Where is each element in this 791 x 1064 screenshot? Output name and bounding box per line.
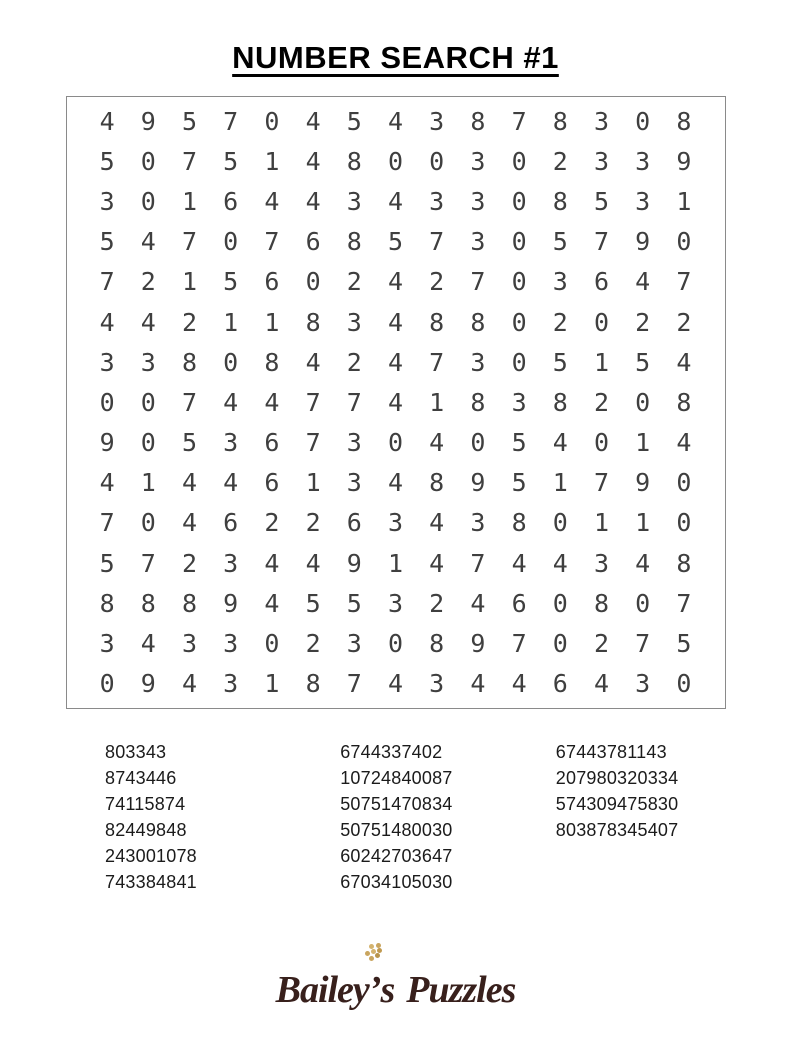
grid-cell-r10c6: 1 bbox=[305, 468, 321, 498]
target-number: 803343 bbox=[105, 742, 167, 762]
grid-cell-r3c8: 4 bbox=[387, 186, 404, 216]
grid-cell-r15c11: 4 bbox=[511, 669, 527, 699]
grid-cell-r7c15: 4 bbox=[676, 347, 692, 377]
sparkle-icon bbox=[369, 956, 374, 961]
grid-cell-r13c12: 0 bbox=[552, 588, 568, 618]
grid-cell-r15c6: 8 bbox=[305, 669, 321, 699]
grid-cell-r14c6: 2 bbox=[305, 629, 321, 659]
grid-cell-r14c10: 9 bbox=[470, 629, 486, 659]
grid-cell-r5c14: 4 bbox=[635, 267, 651, 297]
grid-cell-r11c8: 3 bbox=[387, 508, 404, 538]
target-number: 8743446 bbox=[105, 768, 177, 788]
grid-cell-r15c1: 0 bbox=[99, 669, 115, 699]
puzzle-page bbox=[0, 40, 791, 1011]
grid-cell-r5c4: 5 bbox=[223, 267, 239, 297]
grid-cell-r4c3: 7 bbox=[181, 227, 198, 257]
grid-cell-r4c6: 6 bbox=[305, 227, 321, 257]
grid-cell-r11c1: 7 bbox=[99, 508, 115, 538]
target-number: 574309475830 bbox=[555, 794, 679, 814]
grid-cell-r1c8: 4 bbox=[387, 106, 404, 136]
grid-cell-r11c6: 2 bbox=[305, 508, 321, 538]
grid-cell-r6c14: 2 bbox=[635, 307, 651, 337]
grid-cell-r6c12: 2 bbox=[552, 307, 568, 337]
grid-cell-r14c13: 2 bbox=[593, 629, 610, 659]
grid-cell-r9c2: 0 bbox=[140, 428, 156, 458]
grid-cell-r1c9: 3 bbox=[429, 106, 445, 136]
grid-cell-r1c15: 8 bbox=[676, 106, 692, 136]
grid-cell-r7c12: 5 bbox=[552, 347, 568, 377]
grid-cell-r4c8: 5 bbox=[387, 227, 404, 257]
grid-cell-r2c3: 7 bbox=[181, 146, 198, 176]
grid-cell-r11c2: 0 bbox=[140, 508, 156, 538]
grid-cell-r7c11: 0 bbox=[511, 347, 527, 377]
grid-cell-r11c15: 0 bbox=[676, 508, 692, 538]
grid-cell-r13c2: 8 bbox=[140, 588, 156, 618]
grid-cell-r5c1: 7 bbox=[99, 267, 115, 297]
grid-cell-r4c5: 7 bbox=[264, 227, 280, 257]
target-number: 67034105030 bbox=[340, 872, 453, 892]
number-list-column-1 bbox=[105, 739, 340, 895]
page-title: NUMBER SEARCH #1 bbox=[232, 40, 559, 75]
grid-cell-r7c4: 0 bbox=[223, 347, 239, 377]
grid-cell-r6c9: 8 bbox=[429, 307, 445, 337]
grid-cell-r13c11: 6 bbox=[511, 588, 527, 618]
grid-cell-r12c5: 4 bbox=[264, 548, 280, 578]
grid-cell-r10c12: 1 bbox=[552, 468, 568, 498]
logo-apostrophe bbox=[369, 968, 381, 1012]
grid-cell-r15c9: 3 bbox=[429, 669, 445, 699]
grid-cell-r3c7: 3 bbox=[346, 186, 362, 216]
grid-cell-r1c13: 3 bbox=[593, 106, 610, 136]
grid-cell-r12c8: 1 bbox=[387, 548, 404, 578]
grid-cell-r5c7: 2 bbox=[346, 267, 362, 297]
grid-cell-r8c14: 0 bbox=[635, 387, 651, 417]
target-number: 803878345407 bbox=[555, 820, 679, 840]
grid-cell-r8c9: 1 bbox=[429, 387, 445, 417]
target-number: 50751480030 bbox=[340, 820, 453, 840]
grid-cell-r4c7: 8 bbox=[346, 227, 362, 257]
target-number: 743384841 bbox=[105, 872, 197, 892]
grid-cell-r9c6: 7 bbox=[305, 428, 321, 458]
grid-cell-r5c8: 4 bbox=[387, 267, 404, 297]
grid-cell-r3c4: 6 bbox=[223, 186, 239, 216]
grid-cell-r6c8: 4 bbox=[387, 307, 404, 337]
grid-cell-r4c4: 0 bbox=[223, 227, 239, 257]
grid-cell-r3c15: 1 bbox=[676, 186, 692, 216]
grid-cell-r8c6: 7 bbox=[305, 387, 321, 417]
grid-cell-r2c7: 8 bbox=[346, 146, 362, 176]
grid-cell-r13c13: 8 bbox=[593, 588, 610, 618]
grid-cell-r14c5: 0 bbox=[264, 629, 280, 659]
grid-cell-r14c8: 0 bbox=[387, 629, 404, 659]
grid-cell-r11c11: 8 bbox=[511, 508, 527, 538]
grid-cell-r6c13: 0 bbox=[593, 307, 610, 337]
grid-cell-r12c14: 4 bbox=[635, 548, 651, 578]
grid-cell-r10c13: 7 bbox=[593, 468, 610, 498]
grid-cell-r7c5: 8 bbox=[264, 347, 280, 377]
grid-cell-r13c7: 5 bbox=[346, 588, 362, 618]
grid-cell-r8c15: 8 bbox=[676, 387, 692, 417]
grid-cell-r7c9: 7 bbox=[429, 347, 445, 377]
grid-cell-r15c14: 3 bbox=[635, 669, 651, 699]
grid-cell-r11c10: 3 bbox=[470, 508, 486, 538]
grid-cell-r13c14: 0 bbox=[635, 588, 651, 618]
grid-cell-r15c3: 4 bbox=[181, 669, 198, 699]
grid-cell-r2c13: 3 bbox=[593, 146, 610, 176]
grid-cell-r14c1: 3 bbox=[99, 629, 115, 659]
grid-cell-r5c6: 0 bbox=[305, 267, 321, 297]
target-number: 10724840087 bbox=[340, 768, 453, 788]
grid-cell-r7c8: 4 bbox=[387, 347, 404, 377]
grid-cell-r11c14: 1 bbox=[635, 508, 651, 538]
grid-cell-r14c11: 7 bbox=[511, 629, 527, 659]
grid-cell-r1c11: 7 bbox=[511, 106, 527, 136]
grid-cell-r13c9: 2 bbox=[429, 588, 445, 618]
grid-cell-r15c12: 6 bbox=[552, 669, 568, 699]
grid-cell-r6c1: 4 bbox=[99, 307, 115, 337]
grid-cell-r10c4: 4 bbox=[223, 468, 239, 498]
baileys-puzzles-logo bbox=[0, 968, 791, 1012]
grid-cell-r13c8: 3 bbox=[387, 588, 404, 618]
grid-cell-r12c6: 4 bbox=[305, 548, 321, 578]
grid-cell-r15c15: 0 bbox=[676, 669, 692, 699]
grid-cell-r5c2: 2 bbox=[140, 267, 156, 297]
grid-cell-r3c2: 0 bbox=[140, 186, 156, 216]
grid-cell-r6c2: 4 bbox=[140, 307, 156, 337]
target-number: 243001078 bbox=[105, 846, 197, 866]
grid-cell-r9c13: 0 bbox=[593, 428, 610, 458]
grid-cell-r9c12: 4 bbox=[552, 428, 568, 458]
grid-cell-r1c10: 8 bbox=[470, 106, 486, 136]
grid-cell-r1c14: 0 bbox=[635, 106, 651, 136]
grid-cell-r7c3: 8 bbox=[181, 347, 198, 377]
grid-cell-r6c10: 8 bbox=[470, 307, 486, 337]
number-grid bbox=[66, 96, 726, 709]
logo-text-bailey: Bailey bbox=[275, 969, 369, 1011]
grid-cell-r14c4: 3 bbox=[223, 629, 239, 659]
logo-text-puzzles: Puzzles bbox=[406, 969, 516, 1011]
grid-cell-r7c14: 5 bbox=[635, 347, 651, 377]
grid-cell-r2c8: 0 bbox=[387, 146, 404, 176]
grid-cell-r8c8: 4 bbox=[387, 387, 404, 417]
number-list-column-2 bbox=[340, 739, 556, 895]
grid-cell-r1c2: 9 bbox=[140, 106, 156, 136]
grid-cell-r3c10: 3 bbox=[470, 186, 486, 216]
grid-cell-r15c8: 4 bbox=[387, 669, 404, 699]
grid-cell-r6c11: 0 bbox=[511, 307, 527, 337]
grid-cell-r9c5: 6 bbox=[264, 428, 280, 458]
grid-cell-r5c3: 1 bbox=[181, 267, 198, 297]
grid-cell-r9c1: 9 bbox=[99, 428, 115, 458]
grid-cell-r3c3: 1 bbox=[181, 186, 198, 216]
grid-cell-r3c9: 3 bbox=[429, 186, 445, 216]
grid-cell-r6c6: 8 bbox=[305, 307, 321, 337]
grid-cell-r12c10: 7 bbox=[470, 548, 486, 578]
grid-cell-r12c11: 4 bbox=[511, 548, 527, 578]
grid-cell-r12c9: 4 bbox=[429, 548, 445, 578]
target-number: 50751470834 bbox=[340, 794, 453, 814]
number-list-column-3 bbox=[556, 739, 791, 895]
grid-cell-r8c12: 8 bbox=[552, 387, 568, 417]
grid-cell-r15c4: 3 bbox=[223, 669, 239, 699]
grid-cell-r6c7: 3 bbox=[346, 307, 362, 337]
grid-cell-r5c11: 0 bbox=[511, 267, 527, 297]
grid-cell-r15c5: 1 bbox=[264, 669, 280, 699]
grid-cell-r13c15: 7 bbox=[676, 588, 692, 618]
grid-cell-r8c13: 2 bbox=[593, 387, 610, 417]
grid-cell-r1c1: 4 bbox=[99, 106, 115, 136]
grid-cell-r5c10: 7 bbox=[470, 267, 486, 297]
target-number: 74115874 bbox=[105, 794, 186, 814]
grid-cell-r12c3: 2 bbox=[181, 548, 198, 578]
grid-cell-r10c1: 4 bbox=[99, 468, 115, 498]
logo-text-s: s bbox=[380, 969, 395, 1011]
grid-cell-r3c13: 5 bbox=[593, 186, 610, 216]
target-number: 82449848 bbox=[105, 820, 187, 840]
grid-cell-r11c7: 6 bbox=[346, 508, 362, 538]
grid-cell-r7c13: 1 bbox=[593, 347, 610, 377]
grid-cell-r7c2: 3 bbox=[140, 347, 156, 377]
grid-cell-r10c3: 4 bbox=[181, 468, 198, 498]
grid-cell-r9c10: 0 bbox=[470, 428, 486, 458]
grid-cell-r11c5: 2 bbox=[264, 508, 280, 538]
grid-cell-r1c12: 8 bbox=[552, 106, 568, 136]
grid-cell-r2c10: 3 bbox=[470, 146, 486, 176]
grid-cell-r12c12: 4 bbox=[552, 548, 568, 578]
grid-cell-r8c11: 3 bbox=[511, 387, 527, 417]
grid-cell-r2c14: 3 bbox=[635, 146, 651, 176]
grid-cell-r4c9: 7 bbox=[429, 227, 445, 257]
grid-cell-r2c11: 0 bbox=[511, 146, 527, 176]
grid-cell-r11c12: 0 bbox=[552, 508, 568, 538]
grid-cell-r8c7: 7 bbox=[346, 387, 362, 417]
grid-cell-r10c9: 8 bbox=[429, 468, 445, 498]
grid-cell-r12c1: 5 bbox=[99, 548, 115, 578]
grid-cell-r10c15: 0 bbox=[676, 468, 692, 498]
grid-cell-r2c6: 4 bbox=[305, 146, 321, 176]
grid-cell-r4c2: 4 bbox=[140, 227, 156, 257]
grid-cell-r13c6: 5 bbox=[305, 588, 321, 618]
grid-cell-r10c8: 4 bbox=[387, 468, 404, 498]
grid-cell-r9c15: 4 bbox=[676, 428, 692, 458]
grid-cell-r2c5: 1 bbox=[264, 146, 280, 176]
grid-cell-r11c4: 6 bbox=[223, 508, 239, 538]
grid-cell-r5c15: 7 bbox=[676, 267, 692, 297]
grid-cell-r4c11: 0 bbox=[511, 227, 527, 257]
grid-cell-r10c7: 3 bbox=[346, 468, 362, 498]
grid-cell-r3c5: 4 bbox=[264, 186, 280, 216]
grid-cell-r13c4: 9 bbox=[223, 588, 239, 618]
grid-cell-r4c13: 7 bbox=[593, 227, 610, 257]
grid-cell-r11c3: 4 bbox=[181, 508, 198, 538]
grid-cell-r7c10: 3 bbox=[470, 347, 486, 377]
grid-cell-r9c7: 3 bbox=[346, 428, 362, 458]
grid-cell-r5c5: 6 bbox=[264, 267, 280, 297]
grid-cell-r1c4: 7 bbox=[223, 106, 239, 136]
grid-cell-r2c4: 5 bbox=[223, 146, 239, 176]
grid-cell-r9c14: 1 bbox=[635, 428, 651, 458]
grid-cell-r8c5: 4 bbox=[264, 387, 280, 417]
grid-cell-r14c15: 5 bbox=[676, 629, 692, 659]
grid-cell-r6c15: 2 bbox=[676, 307, 692, 337]
grid-cell-r4c10: 3 bbox=[470, 227, 486, 257]
grid-cell-r1c3: 5 bbox=[181, 106, 198, 136]
grid-cell-r11c13: 1 bbox=[593, 508, 610, 538]
grid-cell-r15c7: 7 bbox=[346, 669, 362, 699]
grid-cell-r4c15: 0 bbox=[676, 227, 692, 257]
grid-cell-r13c1: 8 bbox=[99, 588, 115, 618]
grid-cell-r3c11: 0 bbox=[511, 186, 527, 216]
grid-cell-r8c2: 0 bbox=[140, 387, 156, 417]
target-number: 67443781143 bbox=[555, 742, 667, 762]
grid-cell-r4c14: 9 bbox=[635, 227, 651, 257]
grid-cell-r9c9: 4 bbox=[429, 428, 445, 458]
grid-cell-r14c7: 3 bbox=[346, 629, 362, 659]
grid-cell-r10c11: 5 bbox=[511, 468, 527, 498]
grid-cell-r14c12: 0 bbox=[552, 629, 568, 659]
grid-cell-r4c12: 5 bbox=[552, 227, 568, 257]
grid-cell-r10c14: 9 bbox=[635, 468, 651, 498]
grid-cell-r2c2: 0 bbox=[140, 146, 156, 176]
target-number-lists bbox=[105, 739, 791, 895]
grid-cell-r10c2: 1 bbox=[140, 468, 156, 498]
grid-cell-r3c14: 3 bbox=[635, 186, 651, 216]
grid-cell-r9c4: 3 bbox=[223, 428, 239, 458]
grid-cell-r8c1: 0 bbox=[99, 387, 115, 417]
grid-cell-r7c1: 3 bbox=[99, 347, 115, 377]
grid-cell-r10c10: 9 bbox=[470, 468, 486, 498]
grid-cell-r11c9: 4 bbox=[429, 508, 445, 538]
grid-cell-r15c13: 4 bbox=[593, 669, 610, 699]
grid-cell-r14c2: 4 bbox=[140, 629, 156, 659]
target-number: 60242703647 bbox=[340, 846, 453, 866]
grid-cell-r10c5: 6 bbox=[264, 468, 280, 498]
grid-cell-r12c2: 7 bbox=[140, 548, 156, 578]
grid-cell-r9c3: 5 bbox=[181, 428, 198, 458]
grid-cell-r7c7: 2 bbox=[346, 347, 362, 377]
grid-cell-r9c8: 0 bbox=[387, 428, 404, 458]
grid-cell-r3c12: 8 bbox=[552, 186, 568, 216]
grid-cell-r2c9: 0 bbox=[429, 146, 445, 176]
grid-cell-r1c7: 5 bbox=[346, 106, 362, 136]
grid-cell-r8c4: 4 bbox=[223, 387, 239, 417]
grid-cell-r14c3: 3 bbox=[181, 629, 198, 659]
grid-cell-r1c5: 0 bbox=[264, 106, 280, 136]
grid-cell-r7c6: 4 bbox=[305, 347, 321, 377]
logo-apostrophe-glyph: ’ bbox=[368, 969, 381, 1011]
grid-cell-r8c3: 7 bbox=[181, 387, 198, 417]
grid-cell-r5c13: 6 bbox=[593, 267, 610, 297]
target-number: 6744337402 bbox=[340, 742, 443, 762]
grid-cell-r14c9: 8 bbox=[429, 629, 445, 659]
grid-cell-r2c1: 5 bbox=[99, 146, 115, 176]
grid-cell-r3c1: 3 bbox=[99, 186, 115, 216]
grid-cell-r12c13: 3 bbox=[593, 548, 610, 578]
grid-cell-r13c10: 4 bbox=[470, 588, 486, 618]
grid-cell-r14c14: 7 bbox=[635, 629, 651, 659]
grid-cell-r6c3: 2 bbox=[181, 307, 198, 337]
grid-cell-r6c4: 1 bbox=[223, 307, 239, 337]
grid-cell-r3c6: 4 bbox=[305, 186, 321, 216]
grid-cell-r5c9: 2 bbox=[429, 267, 445, 297]
grid-cell-r2c12: 2 bbox=[552, 146, 568, 176]
grid-cell-r1c6: 4 bbox=[305, 106, 321, 136]
grid-cell-r15c2: 9 bbox=[140, 669, 156, 699]
grid-cell-r13c5: 4 bbox=[264, 588, 280, 618]
grid-cell-r8c10: 8 bbox=[470, 387, 486, 417]
grid-cell-r9c11: 5 bbox=[511, 428, 527, 458]
grid-cell-r12c7: 9 bbox=[346, 548, 362, 578]
grid-cell-r12c15: 8 bbox=[676, 548, 692, 578]
grid-cell-r15c10: 4 bbox=[470, 669, 486, 699]
grid-cell-r4c1: 5 bbox=[99, 227, 115, 257]
target-number: 207980320334 bbox=[555, 768, 679, 788]
grid-cell-r5c12: 3 bbox=[552, 267, 568, 297]
grid-cell-r13c3: 8 bbox=[181, 588, 198, 618]
grid-cell-r12c4: 3 bbox=[223, 548, 239, 578]
grid-cell-r6c5: 1 bbox=[264, 307, 280, 337]
grid-cell-r2c15: 9 bbox=[676, 146, 692, 176]
